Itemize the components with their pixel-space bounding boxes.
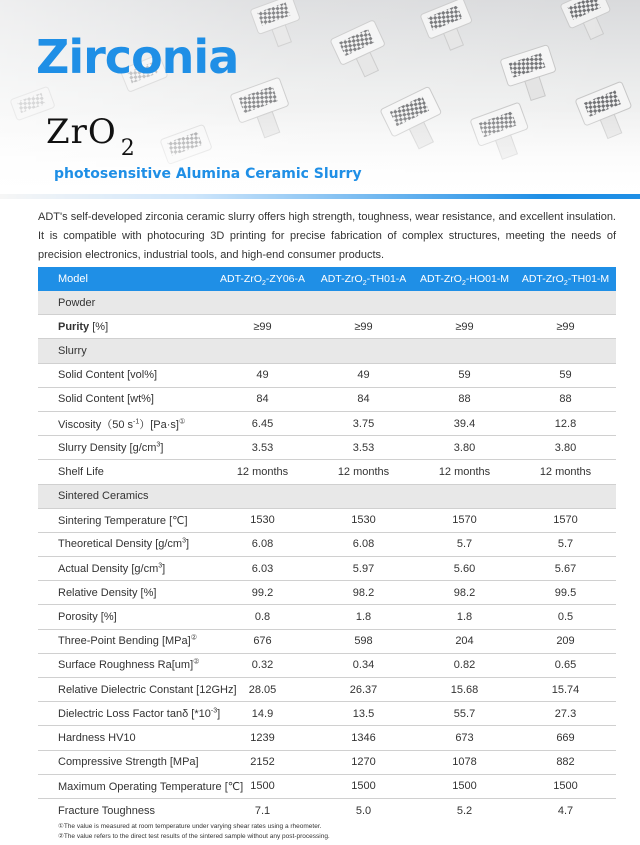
table-cell: 209 <box>556 635 575 648</box>
intro-paragraph: ADT's self-developed zirconia ceramic slurry offers high strength, toughness, wear resistance, and excellent insulation. It is compatible with photocuring 3D printing for precise fabrication of complex structures, meeting the needs of precision electronics, industrial tools, and high-end consumer products. <box>38 211 616 261</box>
table-cell: 59 <box>458 369 471 382</box>
table-cell: 99.5 <box>554 586 577 599</box>
section-header-powder <box>38 291 616 315</box>
table-cell: 1078 <box>452 756 477 769</box>
row-label: Compressive Strength [MPa] <box>58 756 199 769</box>
hero-banner <box>0 0 640 198</box>
table-cell: 1500 <box>250 780 275 793</box>
table-cell: 669 <box>556 731 575 744</box>
table-row <box>38 678 616 702</box>
table-cell: 15.68 <box>450 683 479 696</box>
table-cell: 98.2 <box>352 586 375 599</box>
table-cell: 5.67 <box>554 562 577 575</box>
table-cell: 4.7 <box>557 805 574 818</box>
table-row <box>38 581 616 605</box>
row-label: Purity [%] <box>58 320 109 333</box>
table-row <box>38 630 616 654</box>
table-cell: 5.7 <box>557 538 574 551</box>
row-label: Solid Content [vol%] <box>58 369 158 382</box>
table-cell: 13.5 <box>352 707 375 720</box>
model-column-header: ADT-ZrO$_2$-ZY06-A <box>220 273 305 288</box>
table-cell: 1500 <box>351 780 376 793</box>
table-cell: 84 <box>256 393 269 406</box>
table-cell: 1530 <box>250 514 275 527</box>
section-header-sintered <box>38 485 616 509</box>
model-column-header: ADT-ZrO$_2$-TH01-A <box>320 273 407 288</box>
row-label: Shelf Life <box>58 465 104 478</box>
table-cell: 98.2 <box>453 586 476 599</box>
footnote-marker: ② <box>193 658 200 666</box>
table-row <box>38 364 616 388</box>
table-cell: 49 <box>256 369 269 382</box>
table-cell: 3.75 <box>352 417 375 430</box>
row-label: Viscosity（50 $s^{-1})[Pa\cdot s]^①$ <box>58 417 186 431</box>
row-label: Fracture Toughness <box>58 805 156 818</box>
table-cell: 673 <box>455 731 474 744</box>
row-label: Porosity [%] <box>58 611 117 624</box>
page-title: Zirconia <box>36 30 239 84</box>
table-row <box>38 412 616 436</box>
table-cell: 1346 <box>351 731 376 744</box>
formula-main: ZrO <box>46 112 117 152</box>
table-cell: 28.05 <box>248 683 277 696</box>
table-cell: 99.2 <box>251 586 274 599</box>
table-cell: 12 months <box>236 465 289 478</box>
table-cell: 55.7 <box>453 707 476 720</box>
formula-subscript: 2 <box>120 136 136 161</box>
table-row <box>38 509 616 533</box>
table-cell: 26.37 <box>349 683 378 696</box>
row-label: Relative Density [%] <box>58 586 157 599</box>
table-cell: 7.1 <box>254 805 271 818</box>
model-column-header: ADT-ZrO$_2$-HO01-M <box>419 273 510 288</box>
table-cell: 27.3 <box>554 707 577 720</box>
section-header-slurry <box>38 339 616 363</box>
table-row <box>38 557 616 581</box>
table-cell: 5.97 <box>352 562 375 575</box>
table-cell: 59 <box>559 369 572 382</box>
table-cell: 3.53 <box>352 441 375 454</box>
table-cell: 88 <box>458 393 471 406</box>
table-cell: 12 months <box>438 465 491 478</box>
table-cell: 39.4 <box>453 417 476 430</box>
table-cell: 3.80 <box>453 441 476 454</box>
table-cell: 1570 <box>553 514 578 527</box>
row-label: Sintering Temperature [℃] <box>58 514 188 527</box>
page-subtitle: photosensitive Alumina Ceramic Slurry <box>54 166 362 182</box>
table-cell: ≥99 <box>354 320 373 333</box>
table-cell: 12.8 <box>554 417 577 430</box>
table-cell: 598 <box>354 635 373 648</box>
table-row <box>38 436 616 460</box>
table-cell: 6.08 <box>352 538 375 551</box>
table-row <box>38 751 616 775</box>
model-header-label: Model <box>58 273 88 285</box>
row-label: Maximum Operating Temperature [℃] <box>58 780 244 793</box>
section-label: Powder <box>58 296 96 309</box>
row-label: Solid Content [wt%] <box>58 393 154 406</box>
table-cell: 1500 <box>452 780 477 793</box>
row-label: Relative Dielectric Constant [12GHz] <box>58 683 237 696</box>
table-row <box>38 315 616 339</box>
table-row <box>38 654 616 678</box>
table-cell: 5.0 <box>355 805 372 818</box>
chemical-formula <box>46 112 136 161</box>
row-label: Theoretical Density $[g/cm^3]$ <box>58 537 190 551</box>
table-cell: 1530 <box>351 514 376 527</box>
table-cell: 5.60 <box>453 562 476 575</box>
table-cell: 0.32 <box>251 659 274 672</box>
table-cell: 84 <box>357 393 370 406</box>
table-cell: 6.03 <box>251 562 274 575</box>
table-cell: 1500 <box>553 780 578 793</box>
table-cell: 5.7 <box>456 538 473 551</box>
row-label: Three-Point Bending [MPa]② <box>58 634 197 648</box>
table-cell: ≥99 <box>253 320 272 333</box>
header-divider <box>0 194 640 199</box>
table-cell: ≥99 <box>556 320 575 333</box>
table-cell: 5.2 <box>456 805 473 818</box>
table-cell: 49 <box>357 369 370 382</box>
table-cell: 1270 <box>351 756 376 769</box>
row-label: Actual Density $[g/cm^3]$ <box>58 562 166 575</box>
row-label: Slurry Density $[g/cm^3]$ <box>58 441 164 454</box>
footnote-marker: ② <box>190 634 197 642</box>
table-cell: 1239 <box>250 731 275 744</box>
table-cell: 1.8 <box>456 611 473 624</box>
table-cell: 676 <box>253 635 272 648</box>
table-cell: 2152 <box>250 756 275 769</box>
table-row <box>38 388 616 412</box>
table-cell: 204 <box>455 635 474 648</box>
table-cell: 15.74 <box>551 683 580 696</box>
table-cell: 0.5 <box>557 611 574 624</box>
row-label: Dielectric Loss Factor tanδ $[*10^{-3}]$ <box>58 707 221 720</box>
table-row <box>38 702 616 726</box>
table-row <box>38 533 616 557</box>
table-cell: 88 <box>559 393 572 406</box>
properties-table <box>38 267 616 823</box>
row-label: Surface Roughness Ra[um]② <box>58 658 200 672</box>
footnote: ①The value is measured at room temperature under varying shear rates using a rheometer. <box>58 823 322 830</box>
table-header-row <box>38 267 616 291</box>
table-row <box>38 460 616 484</box>
table-cell: ≥99 <box>455 320 474 333</box>
table-cell: 1570 <box>452 514 477 527</box>
table-cell: 0.65 <box>554 659 577 672</box>
table-cell: 12 months <box>539 465 592 478</box>
section-label: Slurry <box>58 344 87 357</box>
table-row <box>38 605 616 629</box>
table-row <box>38 775 616 799</box>
model-column-header: ADT-ZrO$_2$-TH01-M <box>521 273 610 288</box>
table-cell: 0.8 <box>254 611 271 624</box>
table-cell: 0.82 <box>453 659 476 672</box>
table-cell: 882 <box>556 756 575 769</box>
table-cell: 6.08 <box>251 538 274 551</box>
table-cell: 1.8 <box>355 611 372 624</box>
table-cell: 3.80 <box>554 441 577 454</box>
table-row <box>38 799 616 823</box>
table-row <box>38 726 616 750</box>
table-cell: 6.45 <box>251 417 274 430</box>
table-cell: 14.9 <box>251 707 274 720</box>
row-label: Hardness HV10 <box>58 731 136 744</box>
footnote: ②The value refers to the direct test results of the sintered sample without any post-processing. <box>58 832 330 840</box>
section-label: Sintered Ceramics <box>58 490 149 503</box>
footnote-marker: ① <box>178 417 186 425</box>
table-cell: 0.34 <box>352 659 375 672</box>
footnotes <box>58 822 330 841</box>
table-cell: 12 months <box>337 465 390 478</box>
table-cell: 3.53 <box>251 441 274 454</box>
